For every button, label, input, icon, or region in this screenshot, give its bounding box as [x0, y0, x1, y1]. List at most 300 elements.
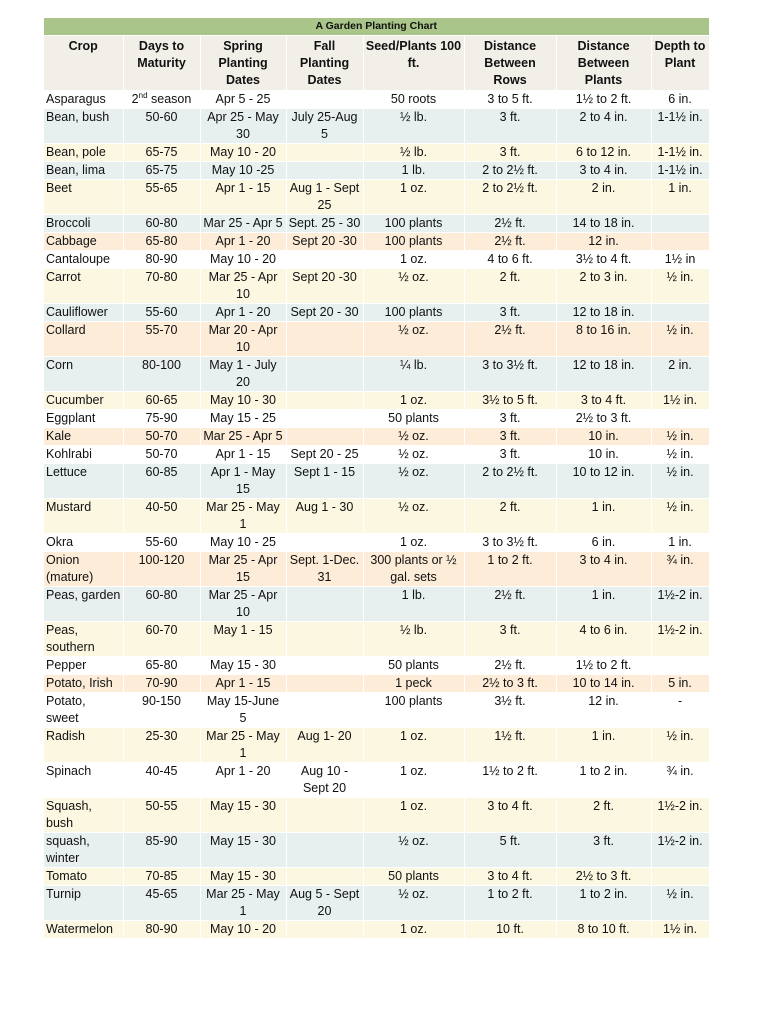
cell-depth-to-plant: 1½ in.	[651, 921, 709, 939]
cell-distance-between-plants: 10 to 12 in.	[556, 464, 651, 499]
cell-distance-between-plants: 12 in.	[556, 693, 651, 728]
cell-crop: Watermelon	[44, 921, 123, 939]
cell-spring-planting-dates: Mar 25 - Apr 5	[200, 215, 286, 233]
cell-seed-plants-per-100ft: ½ oz.	[363, 833, 464, 868]
cell-fall-planting-dates: Sept 20 -30	[286, 233, 363, 251]
cell-depth-to-plant: 1½ in	[651, 251, 709, 269]
cell-crop: Collard	[44, 322, 123, 357]
cell-days-to-maturity: 90-150	[123, 693, 200, 728]
cell-days-to-maturity: 60-80	[123, 215, 200, 233]
cell-crop: Spinach	[44, 763, 123, 798]
cell-distance-between-rows: 3 to 4 ft.	[464, 868, 556, 886]
cell-distance-between-plants: 2 ft.	[556, 798, 651, 833]
cell-fall-planting-dates: Aug 10 - Sept 20	[286, 763, 363, 798]
cell-crop: Cabbage	[44, 233, 123, 251]
cell-crop: Radish	[44, 728, 123, 763]
cell-distance-between-plants: 6 in.	[556, 534, 651, 552]
cell-seed-plants-per-100ft: 50 plants	[363, 410, 464, 428]
cell-crop: Cantaloupe	[44, 251, 123, 269]
cell-seed-plants-per-100ft: 100 plants	[363, 215, 464, 233]
cell-depth-to-plant: 6 in.	[651, 91, 709, 109]
cell-depth-to-plant: ¾ in.	[651, 552, 709, 587]
cell-seed-plants-per-100ft: 1 oz.	[363, 392, 464, 410]
cell-crop: Squash, bush	[44, 798, 123, 833]
cell-depth-to-plant	[651, 304, 709, 322]
cell-spring-planting-dates: Mar 25 - May 1	[200, 886, 286, 921]
cell-depth-to-plant: 1½-2 in.	[651, 833, 709, 868]
cell-seed-plants-per-100ft: 100 plants	[363, 233, 464, 251]
cell-spring-planting-dates: May 15 - 30	[200, 833, 286, 868]
cell-distance-between-plants: 4 to 6 in.	[556, 622, 651, 657]
cell-fall-planting-dates	[286, 534, 363, 552]
cell-fall-planting-dates	[286, 91, 363, 109]
cell-crop: Potato, sweet	[44, 693, 123, 728]
cell-distance-between-plants: 12 to 18 in.	[556, 304, 651, 322]
cell-crop: Carrot	[44, 269, 123, 304]
cell-crop: Asparagus	[44, 91, 123, 109]
cell-distance-between-plants: 6 to 12 in.	[556, 144, 651, 162]
cell-spring-planting-dates: Apr 1 - 20	[200, 763, 286, 798]
cell-seed-plants-per-100ft: 100 plants	[363, 693, 464, 728]
cell-days-to-maturity: 55-70	[123, 322, 200, 357]
cell-fall-planting-dates	[286, 162, 363, 180]
cell-distance-between-plants: 1½ to 2 ft.	[556, 657, 651, 675]
table-row	[44, 868, 709, 886]
cell-seed-plants-per-100ft: ½ oz.	[363, 886, 464, 921]
cell-depth-to-plant: 1½-2 in.	[651, 622, 709, 657]
cell-fall-planting-dates: Aug 1- 20	[286, 728, 363, 763]
cell-days-to-maturity: 50-70	[123, 446, 200, 464]
cell-distance-between-plants: 1 to 2 in.	[556, 886, 651, 921]
cell-crop: Onion (mature)	[44, 552, 123, 587]
chart-title: A Garden Planting Chart	[44, 18, 709, 36]
column-header-seed-plants-per-100ft: Seed/Plants 100 ft.	[363, 36, 464, 91]
cell-distance-between-plants: 2 in.	[556, 180, 651, 215]
cell-depth-to-plant	[651, 233, 709, 251]
cell-seed-plants-per-100ft: ¼ lb.	[363, 357, 464, 392]
table-row	[44, 675, 709, 693]
cell-crop: Cucumber	[44, 392, 123, 410]
cell-fall-planting-dates: Sept 1 - 15	[286, 464, 363, 499]
cell-distance-between-rows: 3 ft.	[464, 428, 556, 446]
cell-crop: Tomato	[44, 868, 123, 886]
cell-crop: Cauliflower	[44, 304, 123, 322]
cell-distance-between-plants: 1 to 2 in.	[556, 763, 651, 798]
cell-depth-to-plant: 5 in.	[651, 675, 709, 693]
cell-days-to-maturity: 75-90	[123, 410, 200, 428]
cell-spring-planting-dates: May 1 - July 20	[200, 357, 286, 392]
cell-distance-between-rows: 3 ft.	[464, 622, 556, 657]
cell-spring-planting-dates: Apr 1 - 15	[200, 446, 286, 464]
table-row	[44, 180, 709, 215]
cell-days-to-maturity: 85-90	[123, 833, 200, 868]
cell-spring-planting-dates: May 10 - 20	[200, 144, 286, 162]
cell-seed-plants-per-100ft: ½ lb.	[363, 109, 464, 144]
cell-seed-plants-per-100ft: 1 oz.	[363, 763, 464, 798]
cell-spring-planting-dates: May 15 - 30	[200, 657, 286, 675]
cell-days-to-maturity: 60-80	[123, 587, 200, 622]
cell-distance-between-plants: 1 in.	[556, 728, 651, 763]
cell-fall-planting-dates	[286, 921, 363, 939]
cell-depth-to-plant: 2 in.	[651, 357, 709, 392]
cell-seed-plants-per-100ft: ½ oz.	[363, 464, 464, 499]
cell-distance-between-plants: 12 to 18 in.	[556, 357, 651, 392]
cell-crop: squash, winter	[44, 833, 123, 868]
cell-spring-planting-dates: Apr 1 - 15	[200, 180, 286, 215]
column-header-crop: Crop	[44, 36, 123, 91]
cell-spring-planting-dates: Apr 1 - 15	[200, 675, 286, 693]
cell-spring-planting-dates: Mar 25 - Apr 15	[200, 552, 286, 587]
cell-distance-between-rows: 3 ft.	[464, 446, 556, 464]
cell-distance-between-rows: 2½ ft.	[464, 657, 556, 675]
cell-depth-to-plant: 1 in.	[651, 180, 709, 215]
cell-fall-planting-dates	[286, 868, 363, 886]
table-row	[44, 269, 709, 304]
table-row	[44, 833, 709, 868]
table-row	[44, 763, 709, 798]
cell-depth-to-plant: 1 in.	[651, 534, 709, 552]
cell-distance-between-plants: 3 ft.	[556, 833, 651, 868]
cell-depth-to-plant: ½ in.	[651, 499, 709, 534]
cell-seed-plants-per-100ft: 50 plants	[363, 868, 464, 886]
table-row	[44, 886, 709, 921]
cell-seed-plants-per-100ft: 1 oz.	[363, 798, 464, 833]
cell-days-to-maturity: 55-65	[123, 180, 200, 215]
cell-distance-between-plants: 2½ to 3 ft.	[556, 410, 651, 428]
cell-seed-plants-per-100ft: 1 lb.	[363, 162, 464, 180]
cell-days-to-maturity: 40-50	[123, 499, 200, 534]
cell-distance-between-plants: 3 to 4 in.	[556, 162, 651, 180]
table-row	[44, 552, 709, 587]
season-text: season	[147, 92, 192, 106]
cell-distance-between-plants: 12 in.	[556, 233, 651, 251]
column-header-depth-to-plant: Depth to Plant	[651, 36, 709, 91]
cell-fall-planting-dates	[286, 622, 363, 657]
cell-spring-planting-dates: Apr 1 - 20	[200, 233, 286, 251]
cell-days-to-maturity: 50-70	[123, 428, 200, 446]
cell-fall-planting-dates	[286, 833, 363, 868]
cell-spring-planting-dates: Mar 25 - Apr 5	[200, 428, 286, 446]
cell-depth-to-plant	[651, 215, 709, 233]
cell-crop: Corn	[44, 357, 123, 392]
cell-days-to-maturity: 60-65	[123, 392, 200, 410]
table-row	[44, 921, 709, 939]
cell-days-to-maturity: 25-30	[123, 728, 200, 763]
cell-fall-planting-dates	[286, 657, 363, 675]
cell-distance-between-plants: 3 to 4 ft.	[556, 392, 651, 410]
cell-distance-between-rows: 3 ft.	[464, 410, 556, 428]
table-row	[44, 392, 709, 410]
cell-depth-to-plant	[651, 868, 709, 886]
cell-distance-between-plants: 10 to 14 in.	[556, 675, 651, 693]
cell-distance-between-plants: 2½ to 3 ft.	[556, 868, 651, 886]
cell-distance-between-plants: 1½ to 2 ft.	[556, 91, 651, 109]
cell-spring-planting-dates: May 15-June 5	[200, 693, 286, 728]
cell-days-to-maturity: 65-80	[123, 657, 200, 675]
cell-days-to-maturity: 65-75	[123, 162, 200, 180]
cell-days-to-maturity: 65-80	[123, 233, 200, 251]
cell-spring-planting-dates: Mar 25 - Apr 10	[200, 587, 286, 622]
table-row	[44, 144, 709, 162]
cell-depth-to-plant: 1½ in.	[651, 392, 709, 410]
cell-seed-plants-per-100ft: 300 plants or ½ gal. sets	[363, 552, 464, 587]
ordinal-number: 2	[131, 92, 139, 106]
cell-distance-between-rows: 10 ft.	[464, 921, 556, 939]
table-row	[44, 357, 709, 392]
cell-distance-between-rows: 5 ft.	[464, 833, 556, 868]
column-header-fall-planting-dates: Fall Planting Dates	[286, 36, 363, 91]
cell-depth-to-plant: 1½-2 in.	[651, 798, 709, 833]
table-row	[44, 798, 709, 833]
cell-distance-between-rows: 1½ ft.	[464, 728, 556, 763]
table-row	[44, 322, 709, 357]
cell-fall-planting-dates: Sept 20 -30	[286, 269, 363, 304]
cell-distance-between-rows: 3 ft.	[464, 304, 556, 322]
cell-distance-between-plants: 3 to 4 in.	[556, 552, 651, 587]
cell-spring-planting-dates: May 10 - 20	[200, 251, 286, 269]
cell-distance-between-rows: 3 to 5 ft.	[464, 91, 556, 109]
cell-seed-plants-per-100ft: ½ oz.	[363, 322, 464, 357]
table-row	[44, 410, 709, 428]
cell-distance-between-rows: 2½ ft.	[464, 322, 556, 357]
cell-fall-planting-dates	[286, 322, 363, 357]
cell-distance-between-rows: 2 ft.	[464, 499, 556, 534]
column-header-days-to-maturity: Days to Maturity	[123, 36, 200, 91]
cell-fall-planting-dates: Sept 20 - 30	[286, 304, 363, 322]
table-row	[44, 587, 709, 622]
cell-distance-between-plants: 3½ to 4 ft.	[556, 251, 651, 269]
cell-distance-between-plants: 8 to 10 ft.	[556, 921, 651, 939]
cell-seed-plants-per-100ft: ½ oz.	[363, 428, 464, 446]
ordinal-suffix: nd	[138, 90, 148, 100]
cell-seed-plants-per-100ft: 50 roots	[363, 91, 464, 109]
cell-seed-plants-per-100ft: 100 plants	[363, 304, 464, 322]
cell-days-to-maturity: 55-60	[123, 304, 200, 322]
cell-depth-to-plant: ½ in.	[651, 428, 709, 446]
cell-seed-plants-per-100ft: 50 plants	[363, 657, 464, 675]
cell-depth-to-plant: ¾ in.	[651, 763, 709, 798]
cell-days-to-maturity: 80-90	[123, 921, 200, 939]
cell-fall-planting-dates: Sept 20 - 25	[286, 446, 363, 464]
cell-days-to-maturity: 100-120	[123, 552, 200, 587]
cell-distance-between-rows: 2½ to 3 ft.	[464, 675, 556, 693]
cell-seed-plants-per-100ft: 1 oz.	[363, 921, 464, 939]
cell-distance-between-rows: 1 to 2 ft.	[464, 886, 556, 921]
cell-spring-planting-dates: Mar 25 - May 1	[200, 499, 286, 534]
cell-distance-between-plants: 2 to 4 in.	[556, 109, 651, 144]
cell-days-to-maturity: 80-100	[123, 357, 200, 392]
table-row	[44, 728, 709, 763]
cell-spring-planting-dates: Apr 1 - May 15	[200, 464, 286, 499]
cell-days-to-maturity: 70-85	[123, 868, 200, 886]
cell-crop: Beet	[44, 180, 123, 215]
cell-depth-to-plant	[651, 657, 709, 675]
cell-days-to-maturity: 50-60	[123, 109, 200, 144]
cell-seed-plants-per-100ft: 1 oz.	[363, 728, 464, 763]
cell-crop: Broccoli	[44, 215, 123, 233]
cell-distance-between-rows: 3½ to 5 ft.	[464, 392, 556, 410]
cell-days-to-maturity: 80-90	[123, 251, 200, 269]
cell-days-to-maturity: 40-45	[123, 763, 200, 798]
cell-fall-planting-dates: Aug 1 - Sept 25	[286, 180, 363, 215]
header-row	[44, 36, 709, 91]
cell-spring-planting-dates: Mar 25 - May 1	[200, 728, 286, 763]
cell-days-to-maturity: 55-60	[123, 534, 200, 552]
cell-seed-plants-per-100ft: ½ lb.	[363, 622, 464, 657]
cell-distance-between-plants: 14 to 18 in.	[556, 215, 651, 233]
table-row	[44, 464, 709, 499]
cell-depth-to-plant: 1-1½ in.	[651, 162, 709, 180]
cell-seed-plants-per-100ft: ½ oz.	[363, 446, 464, 464]
cell-fall-planting-dates	[286, 357, 363, 392]
cell-fall-planting-dates	[286, 251, 363, 269]
cell-crop: Bean, bush	[44, 109, 123, 144]
cell-spring-planting-dates: May 10 - 30	[200, 392, 286, 410]
cell-spring-planting-dates: May 10 -25	[200, 162, 286, 180]
cell-days-to-maturity: 65-75	[123, 144, 200, 162]
cell-spring-planting-dates: Mar 25 - Apr 10	[200, 269, 286, 304]
table-row	[44, 622, 709, 657]
cell-depth-to-plant: ½ in.	[651, 269, 709, 304]
cell-days-to-maturity: 70-90	[123, 675, 200, 693]
table-row	[44, 428, 709, 446]
cell-depth-to-plant: 1-1½ in.	[651, 144, 709, 162]
cell-distance-between-rows: 2 ft.	[464, 269, 556, 304]
column-header-spring-planting-dates: Spring Planting Dates	[200, 36, 286, 91]
cell-days-to-maturity: 50-55	[123, 798, 200, 833]
planting-chart	[44, 18, 709, 939]
column-header-distance-between-rows: Distance Between Rows	[464, 36, 556, 91]
cell-seed-plants-per-100ft: ½ oz.	[363, 499, 464, 534]
cell-crop: Peas, southern	[44, 622, 123, 657]
cell-seed-plants-per-100ft: ½ lb.	[363, 144, 464, 162]
cell-distance-between-rows: 3 ft.	[464, 109, 556, 144]
cell-distance-between-rows: 1½ to 2 ft.	[464, 763, 556, 798]
cell-distance-between-plants: 10 in.	[556, 446, 651, 464]
cell-distance-between-rows: 2½ ft.	[464, 215, 556, 233]
cell-depth-to-plant: 1-1½ in.	[651, 109, 709, 144]
cell-fall-planting-dates: July 25-Aug 5	[286, 109, 363, 144]
cell-depth-to-plant: ½ in.	[651, 728, 709, 763]
table-row	[44, 91, 709, 109]
table-row	[44, 693, 709, 728]
cell-fall-planting-dates: Sept. 1-Dec. 31	[286, 552, 363, 587]
cell-seed-plants-per-100ft: 1 oz.	[363, 180, 464, 215]
cell-distance-between-rows: 3 to 3½ ft.	[464, 357, 556, 392]
cell-spring-planting-dates: Mar 20 - Apr 10	[200, 322, 286, 357]
cell-crop: Lettuce	[44, 464, 123, 499]
cell-crop: Bean, pole	[44, 144, 123, 162]
cell-depth-to-plant: ½ in.	[651, 446, 709, 464]
cell-days-to-maturity	[123, 91, 200, 109]
cell-fall-planting-dates	[286, 428, 363, 446]
cell-crop: Kale	[44, 428, 123, 446]
cell-distance-between-rows: 3½ ft.	[464, 693, 556, 728]
cell-fall-planting-dates	[286, 392, 363, 410]
cell-distance-between-plants: 10 in.	[556, 428, 651, 446]
cell-seed-plants-per-100ft: 1 oz.	[363, 251, 464, 269]
table-row	[44, 109, 709, 144]
cell-seed-plants-per-100ft: 1 oz.	[363, 534, 464, 552]
cell-spring-planting-dates: May 15 - 25	[200, 410, 286, 428]
cell-distance-between-plants: 1 in.	[556, 499, 651, 534]
cell-crop: Mustard	[44, 499, 123, 534]
table-row	[44, 233, 709, 251]
table-row	[44, 446, 709, 464]
cell-days-to-maturity: 70-80	[123, 269, 200, 304]
cell-fall-planting-dates	[286, 675, 363, 693]
cell-fall-planting-dates	[286, 144, 363, 162]
column-header-distance-between-plants: Distance Between Plants	[556, 36, 651, 91]
planting-table	[44, 18, 710, 939]
cell-days-to-maturity: 45-65	[123, 886, 200, 921]
table-row	[44, 304, 709, 322]
cell-depth-to-plant: ½ in.	[651, 886, 709, 921]
cell-crop: Okra	[44, 534, 123, 552]
cell-crop: Kohlrabi	[44, 446, 123, 464]
table-row	[44, 499, 709, 534]
cell-spring-planting-dates: May 10 - 25	[200, 534, 286, 552]
cell-distance-between-rows: 2 to 2½ ft.	[464, 180, 556, 215]
cell-crop: Bean, lima	[44, 162, 123, 180]
cell-distance-between-rows: 2½ ft.	[464, 233, 556, 251]
table-row	[44, 534, 709, 552]
cell-fall-planting-dates	[286, 798, 363, 833]
cell-seed-plants-per-100ft: 1 peck	[363, 675, 464, 693]
cell-spring-planting-dates: May 15 - 30	[200, 798, 286, 833]
cell-distance-between-plants: 8 to 16 in.	[556, 322, 651, 357]
cell-crop: Potato, Irish	[44, 675, 123, 693]
table-row	[44, 657, 709, 675]
cell-fall-planting-dates	[286, 587, 363, 622]
cell-distance-between-plants: 2 to 3 in.	[556, 269, 651, 304]
cell-crop: Peas, garden	[44, 587, 123, 622]
cell-spring-planting-dates: Apr 1 - 20	[200, 304, 286, 322]
cell-distance-between-rows: 2 to 2½ ft.	[464, 162, 556, 180]
cell-depth-to-plant: ½ in.	[651, 322, 709, 357]
cell-depth-to-plant: 1½-2 in.	[651, 587, 709, 622]
table-row	[44, 215, 709, 233]
cell-spring-planting-dates: Apr 5 - 25	[200, 91, 286, 109]
cell-spring-planting-dates: May 10 - 20	[200, 921, 286, 939]
cell-crop: Turnip	[44, 886, 123, 921]
cell-distance-between-plants: 1 in.	[556, 587, 651, 622]
cell-spring-planting-dates: May 1 - 15	[200, 622, 286, 657]
cell-days-to-maturity: 60-85	[123, 464, 200, 499]
cell-fall-planting-dates: Aug 5 - Sept 20	[286, 886, 363, 921]
table-row	[44, 251, 709, 269]
cell-depth-to-plant: ½ in.	[651, 464, 709, 499]
cell-crop: Eggplant	[44, 410, 123, 428]
cell-distance-between-rows: 2½ ft.	[464, 587, 556, 622]
cell-fall-planting-dates: Aug 1 - 30	[286, 499, 363, 534]
cell-seed-plants-per-100ft: ½ oz.	[363, 269, 464, 304]
cell-depth-to-plant: -	[651, 693, 709, 728]
cell-distance-between-rows: 1 to 2 ft.	[464, 552, 556, 587]
cell-distance-between-rows: 2 to 2½ ft.	[464, 464, 556, 499]
cell-fall-planting-dates	[286, 693, 363, 728]
cell-spring-planting-dates: Apr 25 - May 30	[200, 109, 286, 144]
cell-depth-to-plant	[651, 410, 709, 428]
cell-seed-plants-per-100ft: 1 lb.	[363, 587, 464, 622]
table-body	[44, 91, 709, 939]
cell-fall-planting-dates	[286, 410, 363, 428]
cell-distance-between-rows: 4 to 6 ft.	[464, 251, 556, 269]
cell-distance-between-rows: 3 to 3½ ft.	[464, 534, 556, 552]
table-row	[44, 162, 709, 180]
cell-distance-between-rows: 3 ft.	[464, 144, 556, 162]
cell-spring-planting-dates: May 15 - 30	[200, 868, 286, 886]
